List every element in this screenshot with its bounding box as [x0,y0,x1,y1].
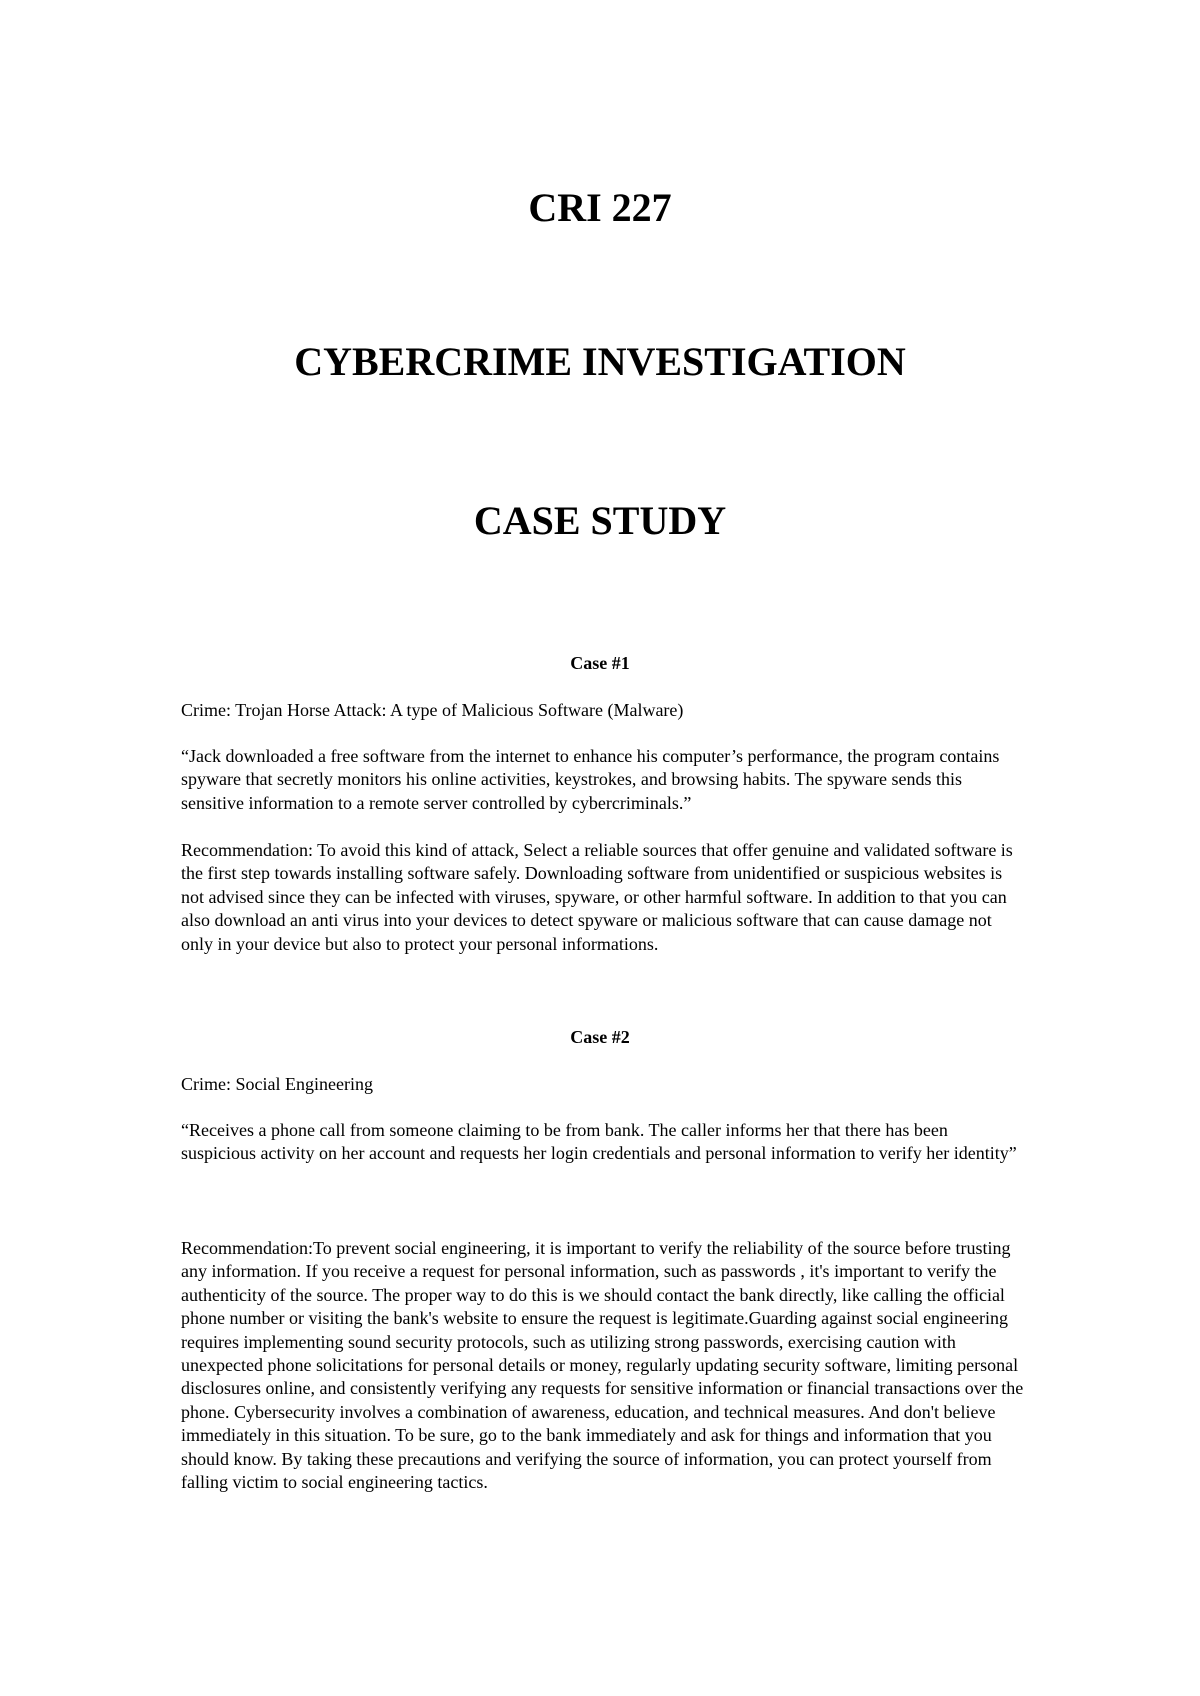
course-code-title: CRI 227 [528,185,672,230]
case-2-heading: Case #2 [570,1027,630,1047]
case-1-recommendation: Recommendation: To avoid this kind of attack, Select a reliable sources that offer genuine and validated software is the first step towards installing software safely. Downloading software from unidentified or suspicious websites is not advised since they can be infected with viruses, spyware, or other harmful software. In addition to that you can also download an anti virus into your devices to detect spyware or malicious software that can cause damage not only in your device but also to protect your personal informations. [181,840,1013,954]
case-1-crime: Crime: Trojan Horse Attack: A type of Malicious Software (Malware) [181,700,684,720]
case-2-recommendation: Recommendation:To prevent social engineering, it is important to verify the reliability of the source before trusting any information. If you receive a request for personal information, such as passwords , it's important to verify the authenticity of the source. The proper way to do this is we should contact the bank directly, like calling the official phone number or visiting the bank's website to ensure the request is legitimate.Guarding against social engineering requires implementing sound security protocols, such as utilizing strong passwords, exercising caution with unexpected phone solicitations for personal details or money, regularly updating security software, limiting personal disclosures online, and consistently verifying any requests for sensitive information or financial transactions over the phone. Cybersecurity involves a combination of awareness, education, and technical measures. And don't believe immediately in this situation. To be sure, go to the bank immediately and ask for things and information that you should know. By taking these precautions and verifying the source of information, you can protect yourself from falling victim to social engineering tactics. [181,1238,1024,1493]
case-2-quote: “Receives a phone call from someone claiming to be from bank. The caller informs her that there has been suspicious activity on her account and requests her login credentials and personal information to verify her identity” [181,1120,1017,1164]
document-type-title: CASE STUDY [473,498,727,543]
case-1-heading: Case #1 [570,653,630,673]
case-2-crime: Crime: Social Engineering [181,1074,373,1094]
case-1-quote: “Jack downloaded a free software from the internet to enhance his computer’s performance, the program contains spyware that secretly monitors his online activities, keystrokes, and browsing habits. The spyware sends this sensitive information to a remote server controlled by cybercriminals.” [181,746,1000,813]
course-title: CYBERCRIME INVESTIGATION [294,339,906,384]
